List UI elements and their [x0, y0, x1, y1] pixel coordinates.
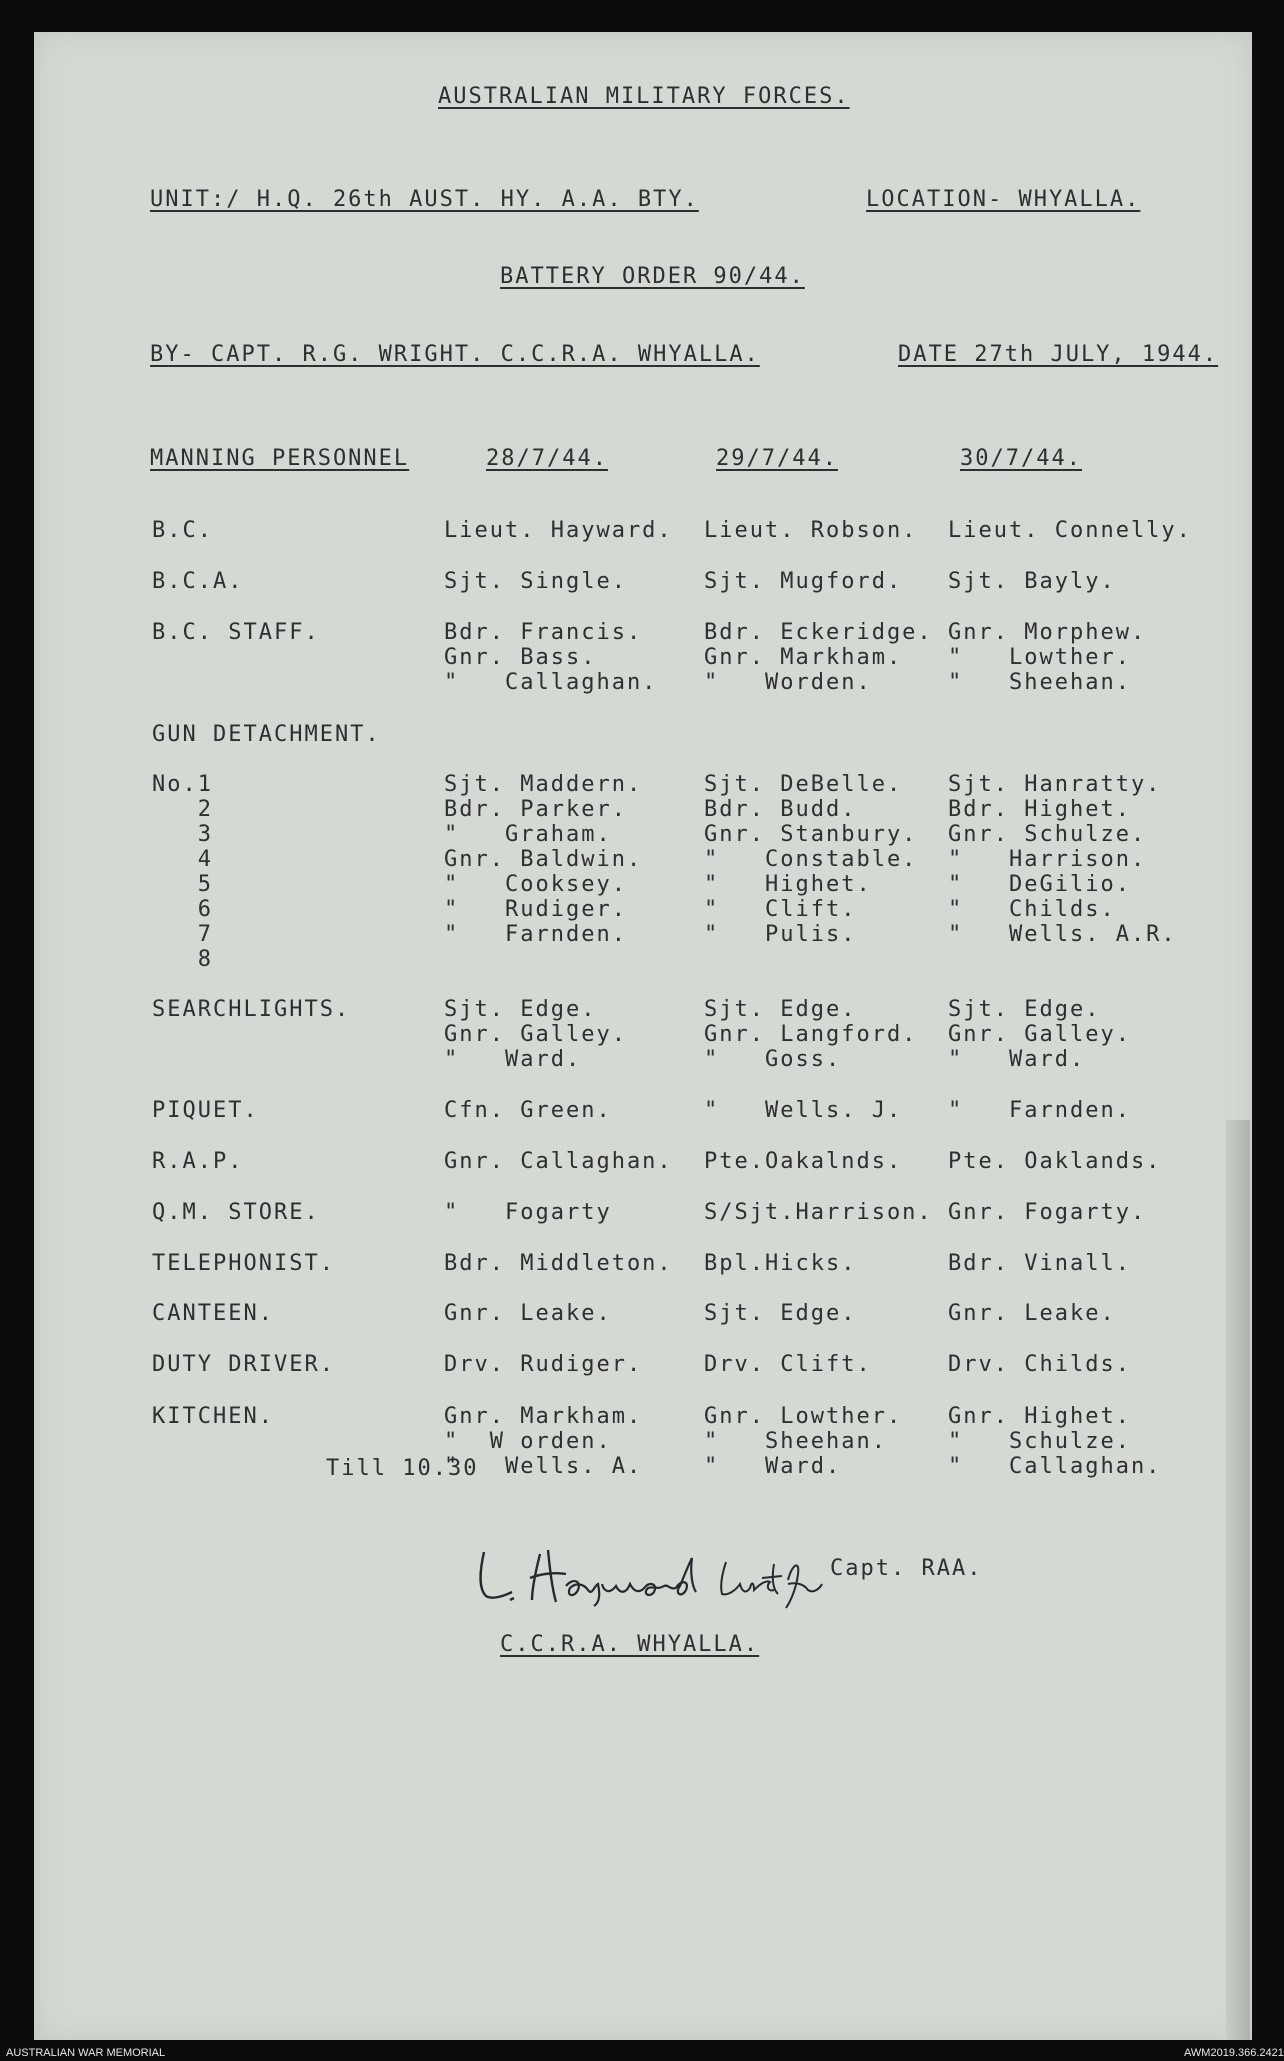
personnel-entry: " Callaghan. — [444, 670, 658, 695]
org-title: AUSTRALIAN MILITARY FORCES. — [438, 84, 850, 109]
personnel-entry: Sjt. DeBelle. — [704, 772, 903, 797]
personnel-entry: S/Sjt.Harrison. — [704, 1200, 933, 1225]
row-label: 5 — [152, 872, 213, 897]
row-label: 6 — [152, 897, 213, 922]
personnel-entry: Gnr. Baldwin. — [444, 847, 643, 872]
personnel-entry: Sjt. Hanratty. — [948, 772, 1162, 797]
personnel-entry: " Wells. A.R. — [948, 922, 1177, 947]
personnel-entry: Drv. Rudiger. — [444, 1352, 643, 1377]
personnel-entry: Cfn. Green. — [444, 1098, 612, 1123]
personnel-entry: Bpl.Hicks. — [704, 1251, 857, 1276]
personnel-entry: Sjt. Bayly. — [948, 569, 1116, 594]
kitchen-note: Till 10.30 — [326, 1456, 479, 1481]
row-label: DUTY DRIVER. — [152, 1352, 335, 1377]
personnel-entry: Bdr. Highet. — [948, 797, 1131, 822]
personnel-entry: Gnr. Leake. — [444, 1301, 612, 1326]
personnel-entry: " Graham. — [444, 822, 612, 847]
personnel-entry: Gnr. Callaghan. — [444, 1149, 673, 1174]
personnel-entry: " DeGilio. — [948, 872, 1131, 897]
row-label: R.A.P. — [152, 1149, 244, 1174]
unit-line: UNIT:/ H.Q. 26th AUST. HY. A.A. BTY. — [150, 187, 699, 212]
row-label: 7 — [152, 922, 213, 947]
personnel-entry: " Farnden. — [948, 1098, 1131, 1123]
personnel-entry: Lieut. Connelly. — [948, 518, 1192, 543]
personnel-entry: Gnr. Schulze. — [948, 822, 1147, 847]
personnel-entry: Sjt. Edge. — [704, 997, 857, 1022]
personnel-entry: " Highet. — [704, 872, 872, 897]
order-title: BATTERY ORDER 90/44. — [500, 264, 805, 289]
personnel-entry: Lieut. Hayward. — [444, 518, 673, 543]
row-label: B.C.A. — [152, 569, 244, 594]
date-col-1: 28/7/44. — [486, 446, 608, 471]
personnel-entry: " Ward. — [704, 1454, 842, 1479]
issued-by-line: BY- CAPT. R.G. WRIGHT. C.C.R.A. WHYALLA. — [150, 342, 760, 367]
personnel-entry: Gnr. Leake. — [948, 1301, 1116, 1326]
personnel-entry: " Pulis. — [704, 922, 857, 947]
handwritten-signature — [470, 1540, 830, 1631]
personnel-entry: Gnr. Lowther. — [704, 1404, 903, 1429]
personnel-entry: Lieut. Robson. — [704, 518, 918, 543]
personnel-entry: " Sheehan. — [948, 670, 1131, 695]
personnel-entry: " Sheehan. — [704, 1429, 887, 1454]
personnel-entry: " Wells. A. — [444, 1454, 643, 1479]
personnel-entry: Gnr. Galley. — [444, 1022, 627, 1047]
date-line: DATE 27th JULY, 1944. — [898, 342, 1219, 367]
row-label: 4 — [152, 847, 213, 872]
personnel-entry: Gnr. Galley. — [948, 1022, 1131, 1047]
row-label: GUN DETACHMENT. — [152, 722, 381, 747]
personnel-entry: " Harrison. — [948, 847, 1147, 872]
row-label: CANTEEN. — [152, 1301, 274, 1326]
footer-left: AUSTRALIAN WAR MEMORIAL — [6, 2047, 166, 2059]
personnel-entry: " Schulze. — [948, 1429, 1131, 1454]
row-label: No.1 — [152, 772, 213, 797]
page-edge-fold — [1226, 1120, 1250, 2040]
personnel-entry: Bdr. Francis. — [444, 620, 643, 645]
personnel-entry: Pte. Oaklands. — [948, 1149, 1162, 1174]
personnel-entry: " Wells. J. — [704, 1098, 903, 1123]
row-label: KITCHEN. — [152, 1404, 274, 1429]
footer-right: AWM2019.366.2421 — [1184, 2047, 1284, 2059]
personnel-entry: Gnr. Markham. — [704, 645, 903, 670]
personnel-entry: Drv. Clift. — [704, 1352, 872, 1377]
personnel-entry: Gnr. Bass. — [444, 645, 597, 670]
personnel-entry: " Worden. — [704, 670, 872, 695]
row-label: 2 — [152, 797, 213, 822]
personnel-entry: Gnr. Morphew. — [948, 620, 1147, 645]
personnel-entry: " Fogarty — [444, 1200, 612, 1225]
personnel-entry: Bdr. Parker. — [444, 797, 627, 822]
personnel-entry: Gnr. Fogarty. — [948, 1200, 1147, 1225]
personnel-entry: " Cooksey. — [444, 872, 627, 897]
personnel-entry: Bdr. Vinall. — [948, 1251, 1131, 1276]
row-label: B.C. — [152, 518, 213, 543]
personnel-entry: " Clift. — [704, 897, 857, 922]
signature-rank: Capt. RAA. — [830, 1556, 983, 1581]
personnel-entry: " Ward. — [948, 1047, 1086, 1072]
row-label: 8 — [152, 947, 213, 972]
personnel-entry: Sjt. Edge. — [704, 1301, 857, 1326]
personnel-entry: Drv. Childs. — [948, 1352, 1131, 1377]
personnel-entry: Bdr. Budd. — [704, 797, 857, 822]
personnel-entry: Sjt. Edge. — [444, 997, 597, 1022]
table-heading: MANNING PERSONNEL — [150, 446, 410, 471]
row-label: TELEPHONIST. — [152, 1251, 335, 1276]
personnel-entry: Sjt. Mugford. — [704, 569, 903, 594]
personnel-entry: Gnr. Langford. — [704, 1022, 918, 1047]
date-col-3: 30/7/44. — [960, 446, 1082, 471]
row-label: B.C. STAFF. — [152, 620, 320, 645]
personnel-entry: Gnr. Stanbury. — [704, 822, 918, 847]
personnel-entry: " Farnden. — [444, 922, 627, 947]
personnel-entry: " W orden. — [444, 1429, 612, 1454]
personnel-entry: Gnr. Highet. — [948, 1404, 1131, 1429]
personnel-entry: " Lowther. — [948, 645, 1131, 670]
row-label: PIQUET. — [152, 1098, 259, 1123]
personnel-entry: " Ward. — [444, 1047, 582, 1072]
signature-text: L Hayward Lieut for — [470, 1630, 482, 1631]
personnel-entry: " Constable. — [704, 847, 918, 872]
personnel-entry: " Goss. — [704, 1047, 842, 1072]
personnel-entry: " Callaghan. — [948, 1454, 1162, 1479]
location-line: LOCATION- WHYALLA. — [866, 187, 1141, 212]
personnel-entry: Sjt. Single. — [444, 569, 627, 594]
personnel-entry: " Childs. — [948, 897, 1116, 922]
personnel-entry: " Rudiger. — [444, 897, 627, 922]
personnel-entry: Pte.Oakalnds. — [704, 1149, 903, 1174]
row-label: 3 — [152, 822, 213, 847]
row-label: SEARCHLIGHTS. — [152, 997, 351, 1022]
office-line: C.C.R.A. WHYALLA. — [500, 1632, 760, 1657]
personnel-entry: Bdr. Eckeridge. — [704, 620, 933, 645]
personnel-entry: Bdr. Middleton. — [444, 1251, 673, 1276]
date-col-2: 29/7/44. — [716, 446, 838, 471]
personnel-entry: Gnr. Markham. — [444, 1404, 643, 1429]
personnel-entry: Sjt. Edge. — [948, 997, 1101, 1022]
personnel-entry: Sjt. Maddern. — [444, 772, 643, 797]
row-label: Q.M. STORE. — [152, 1200, 320, 1225]
